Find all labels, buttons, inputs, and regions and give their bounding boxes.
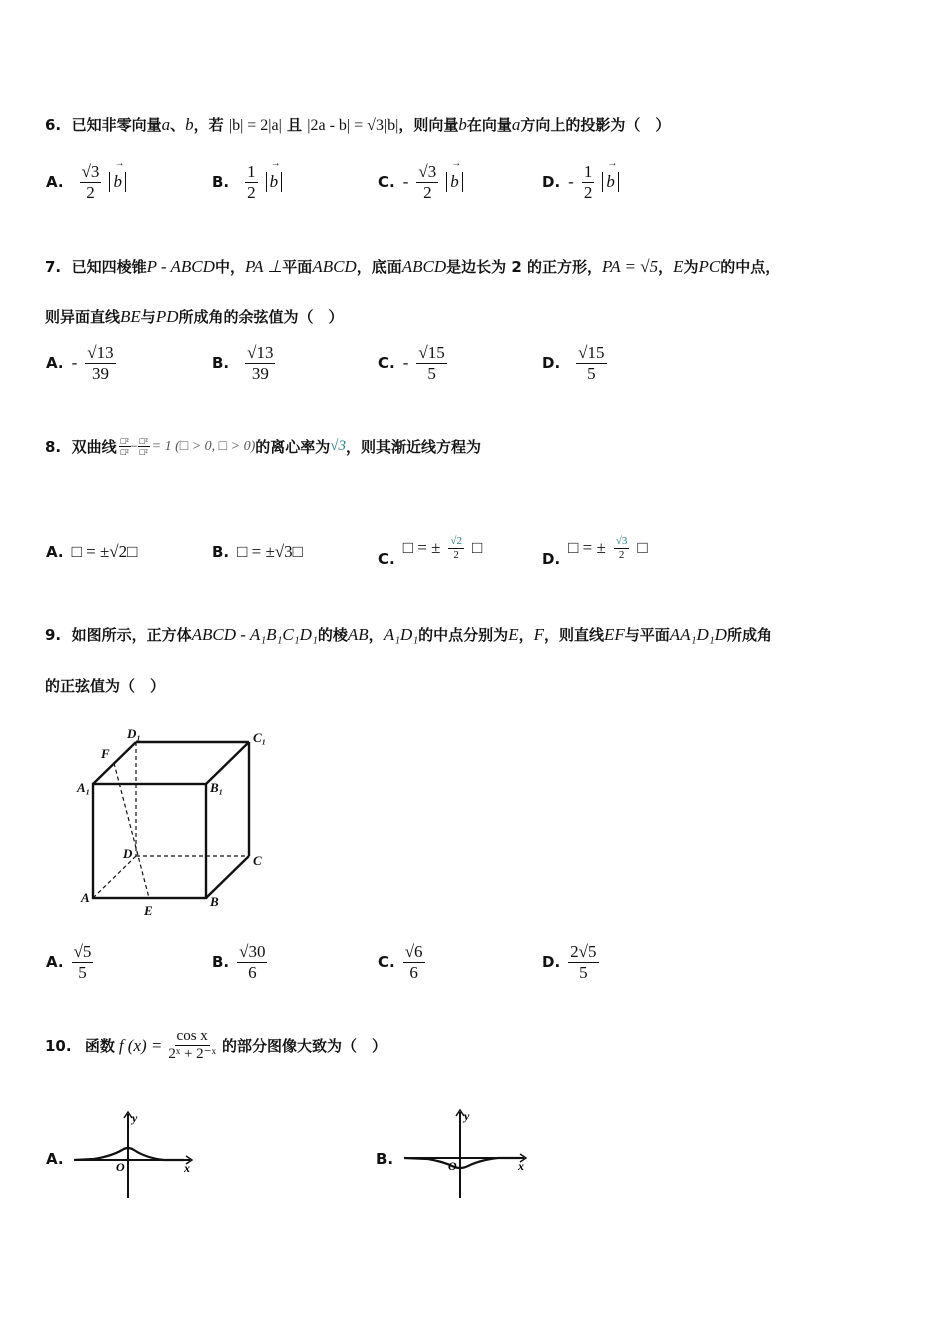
q7-stem-line1: 7. 已知四棱锥P - ABCD中，PA ⊥平面ABCD，底面ABCD是边长为 2 的正方形，PA = √5，E为PC的中点， bbox=[45, 257, 781, 276]
q7-option-a[interactable]: A. - $\frac{√13}{39}$ bbox=[46, 343, 114, 383]
label-f: F bbox=[101, 746, 110, 761]
q7-stem-line2: 则异面直线BE与PD所成角的余弦值为（ ） bbox=[45, 307, 344, 326]
axis-y-label: y bbox=[464, 1109, 470, 1123]
q8-option-d[interactable]: D. □ = ± $\frac{√3}{2}$ □ bbox=[542, 534, 648, 568]
q6-option-d[interactable]: D. - $\frac{1}{2}$ → b bbox=[542, 162, 619, 202]
q9-stem-line1: 9. 如图所示，正方体ABCD - A₁B₁C₁D₁的棱AB，A₁D₁的中点分别为E，F，则直线EF与平面AA₁D₁D所成角 bbox=[45, 625, 772, 644]
label-a1: A₁ bbox=[77, 780, 91, 795]
q7-option-c[interactable]: C. - $\frac{√15}{5}$ bbox=[378, 343, 445, 383]
q10-option-a-graph[interactable] bbox=[72, 1108, 197, 1200]
q9-cube-figure bbox=[45, 720, 290, 925]
axis-y-label: y bbox=[132, 1111, 138, 1125]
q6-option-b[interactable]: B. $\frac{1}{2}$ → b bbox=[212, 162, 282, 202]
label-c1: C₁ bbox=[253, 730, 267, 745]
axis-x-label: x bbox=[518, 1159, 524, 1173]
origin-label: O bbox=[116, 1160, 125, 1174]
label-b1: B₁ bbox=[210, 780, 224, 795]
q9-option-d[interactable]: D. $\frac{2√5}{5}$ bbox=[542, 942, 597, 982]
label-b: B bbox=[210, 894, 219, 909]
label-d1: D₁ bbox=[127, 726, 141, 741]
label-d: D bbox=[123, 846, 133, 861]
q8-option-c[interactable]: C. □ = ± $\frac{√2}{2}$ □ bbox=[378, 534, 483, 568]
origin-label: O bbox=[448, 1159, 457, 1173]
q6-stem: 6. 已知非零向量a、b，若 |b| = 2|a| 且 |2a - b| = √3|b|，则向量b在向量a方向上的投影为（ ） bbox=[45, 115, 671, 134]
axis-x-label: x bbox=[184, 1161, 190, 1175]
q9-stem-line2: 的正弦值为（ ） bbox=[45, 677, 166, 695]
q8-stem: 8. 双曲线 $\frac{\text{□²}}{\text{□²}}$ − $\frac{\text{□²}}{\text{□²}}$ = 1 (□ > 0, □ > 0) 的离心率为 √3 ，则其渐近线方程为 bbox=[45, 436, 482, 458]
q10-stem: 10. 函数 f (x) = $\frac{\text{cos x}}{\text{2ˣ + 2⁻ˣ}}$ 的部分图像大致为（ ） bbox=[45, 1028, 387, 1063]
q7-option-b[interactable]: B. $\frac{√13}{39}$ bbox=[212, 343, 274, 383]
label-c: C bbox=[253, 853, 262, 868]
label-a: A bbox=[81, 890, 90, 905]
q8-option-b[interactable]: B. □ = ±√3□ bbox=[212, 542, 303, 561]
q10-option-a-label[interactable]: A. bbox=[46, 1150, 64, 1168]
q10-option-b-graph[interactable] bbox=[402, 1106, 532, 1200]
q8-option-a[interactable]: A. □ = ±√2□ bbox=[46, 542, 138, 561]
q9-option-a[interactable]: A. $\frac{√5}{5}$ bbox=[46, 942, 92, 982]
q6-option-a[interactable]: A. $\frac{√3}{2}$ → b bbox=[46, 162, 126, 202]
q9-option-c[interactable]: C. $\frac{√6}{6}$ bbox=[378, 942, 423, 982]
q7-option-d[interactable]: D. $\frac{√15}{5}$ bbox=[542, 343, 605, 383]
q9-option-b[interactable]: B. $\frac{√30}{6}$ bbox=[212, 942, 266, 982]
label-e: E bbox=[144, 903, 153, 918]
q10-option-b-label[interactable]: B. bbox=[376, 1150, 394, 1168]
q6-option-c[interactable]: C. - $\frac{√3}{2}$ → b bbox=[378, 162, 463, 202]
